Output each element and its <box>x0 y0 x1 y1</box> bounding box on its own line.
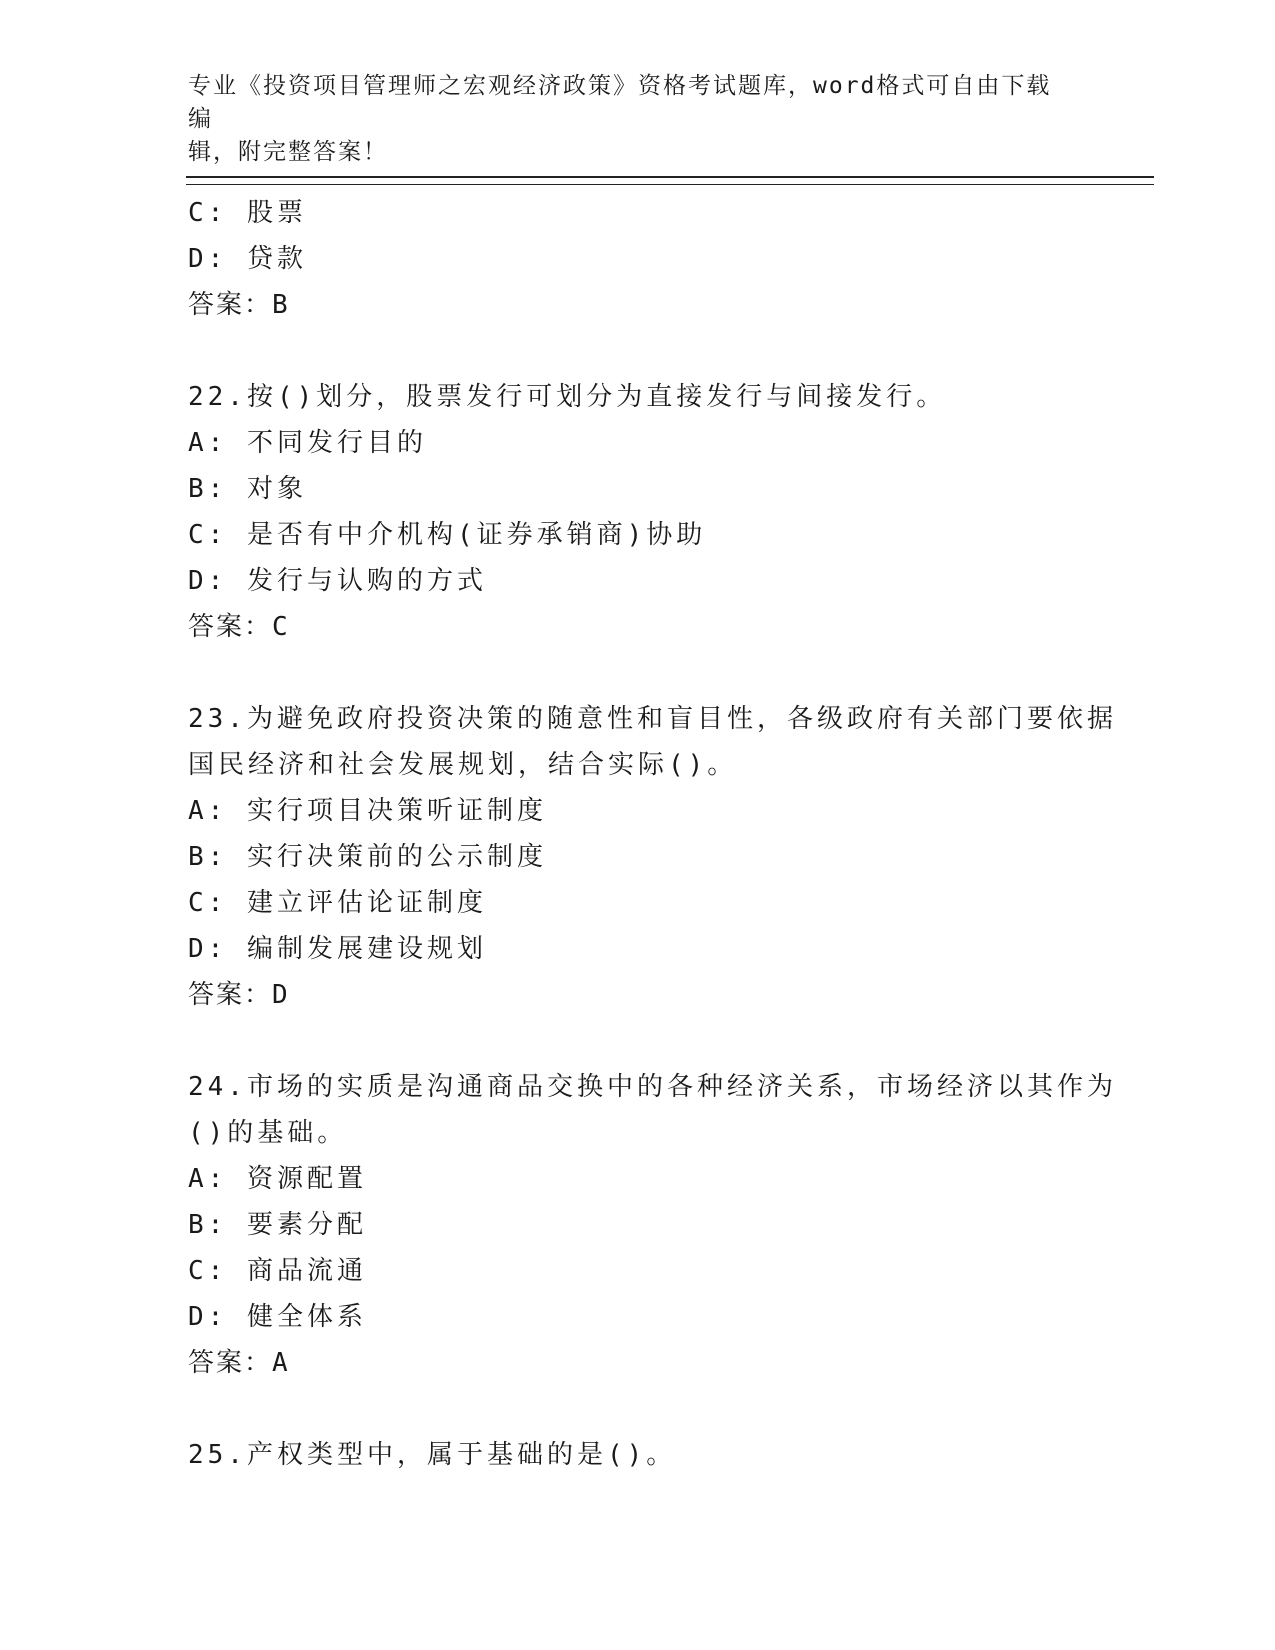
option-d: D: 编制发展建设规划 <box>188 934 487 964</box>
option-d: D: 健全体系 <box>188 1302 367 1332</box>
answer-label: 答案： <box>188 612 273 642</box>
answer-value: D <box>272 980 290 1010</box>
spacer <box>188 1018 1088 1064</box>
option-a: A: 资源配置 <box>188 1164 367 1194</box>
question-stem: 23.为避免政府投资决策的随意性和盲目性，各级政府有关部门要依据 <box>188 704 1117 734</box>
answer-line <box>188 604 1088 650</box>
answer-label: 答案： <box>188 980 273 1010</box>
option-c: C: 是否有中介机构(证券承销商)协助 <box>188 520 707 550</box>
question-stem-cont: ()的基础。 <box>188 1118 348 1148</box>
answer-line <box>188 972 1088 1018</box>
option-b: B: 实行决策前的公示制度 <box>188 842 547 872</box>
question-stem-cont: 国民经济和社会发展规划，结合实际()。 <box>188 750 738 780</box>
answer-value: C <box>272 612 290 642</box>
option-d: D: 发行与认购的方式 <box>188 566 487 596</box>
question-24 <box>188 1064 1117 1386</box>
option-d: D: 贷款 <box>188 244 307 274</box>
question-22 <box>188 374 1088 650</box>
question-23 <box>188 696 1117 1018</box>
spacer <box>188 1386 1088 1432</box>
answer-line <box>188 282 1088 328</box>
question-stem: 22.按()划分，股票发行可划分为直接发行与间接发行。 <box>188 382 947 412</box>
option-a: A: 不同发行目的 <box>188 428 427 458</box>
question-stem: 25.产权类型中，属于基础的是()。 <box>188 1440 677 1470</box>
option-c: C: 建立评估论证制度 <box>188 888 487 918</box>
option-b: B: 对象 <box>188 474 307 504</box>
document-body <box>188 190 1117 1478</box>
spacer <box>188 650 1088 696</box>
header-line-2: 辑，附完整答案！ <box>188 139 388 165</box>
answer-value: A <box>272 1348 290 1378</box>
answer-line <box>188 1340 1088 1386</box>
option-c: C: 商品流通 <box>188 1256 367 1286</box>
answer-label: 答案： <box>188 290 273 320</box>
header-divider <box>186 176 1154 185</box>
page-header <box>188 70 1068 169</box>
question-21-continued <box>188 190 1088 328</box>
header-line-1: 专业《投资项目管理师之宏观经济政策》资格考试题库，word格式可自由下载编 <box>188 73 1052 132</box>
question-stem: 24.市场的实质是沟通商品交换中的各种经济关系，市场经济以其作为 <box>188 1072 1117 1102</box>
answer-label: 答案： <box>188 1348 273 1378</box>
answer-value: B <box>272 290 290 320</box>
spacer <box>188 328 1088 374</box>
question-25 <box>188 1432 1088 1478</box>
option-a: A: 实行项目决策听证制度 <box>188 796 547 826</box>
option-b: B: 要素分配 <box>188 1210 367 1240</box>
option-c: C: 股票 <box>188 198 307 228</box>
